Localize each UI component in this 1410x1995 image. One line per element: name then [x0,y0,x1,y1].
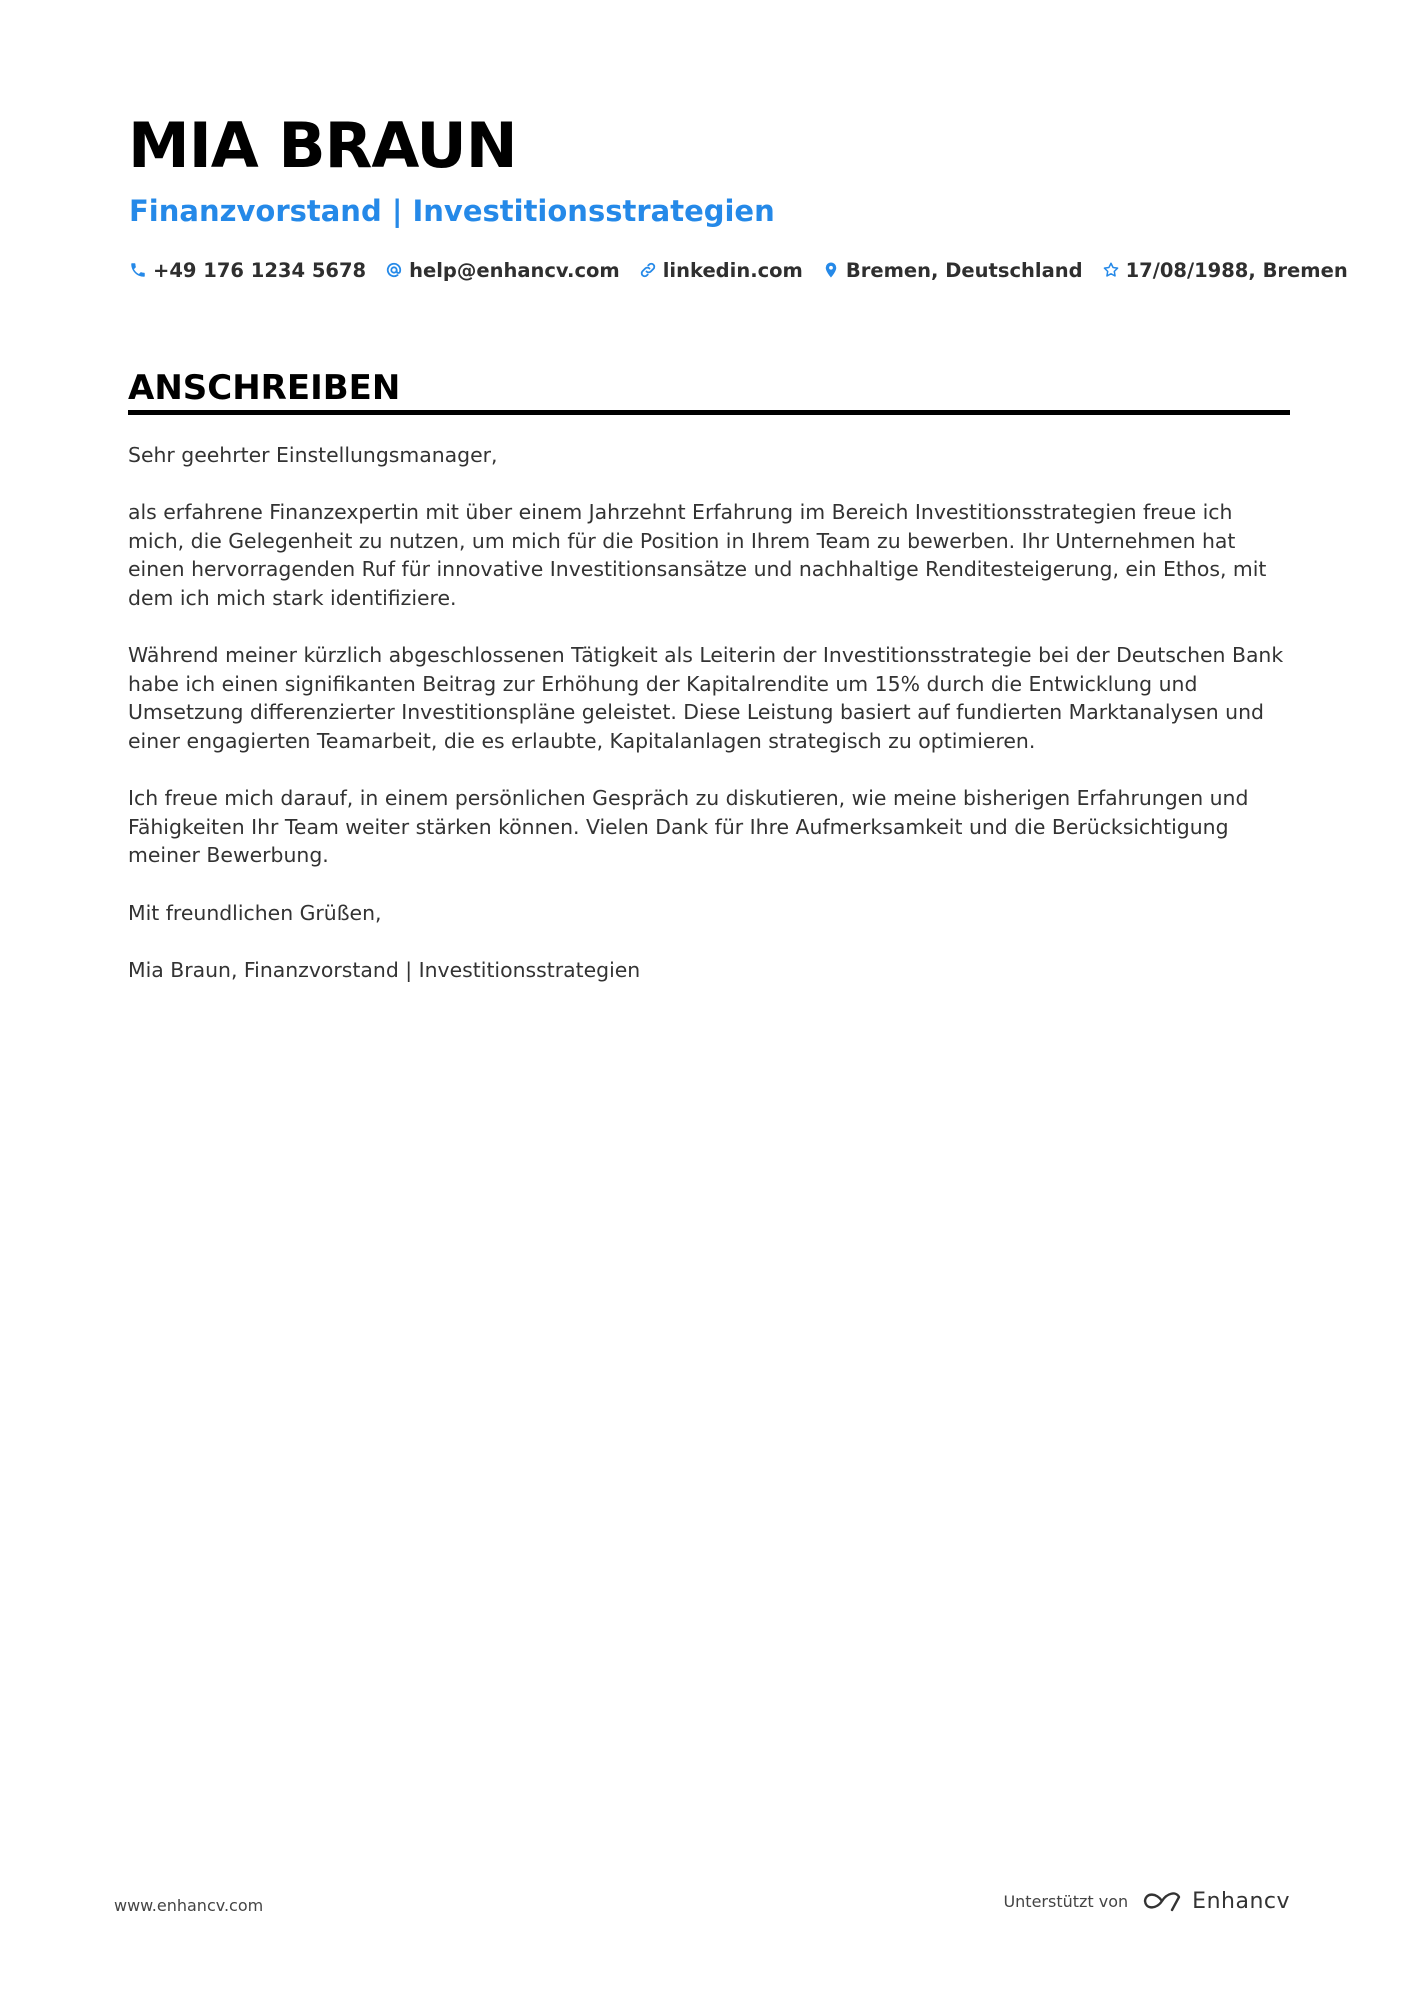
phone-icon [129,261,147,279]
link-icon [639,261,657,279]
letter-paragraph: Während meiner kürzlich abgeschlossenen Tätigkeit als Leiterin der Investitionsstrategie bei der Deutschen Bank habe ich einen signifikanten Beitrag zur Erhöhung der Kapitalrendite um 15% durch die Entwicklung und Umsetzung differenzierter Investitionspläne geleistet. Diese Leistung basiert auf fundierten Marktanalysen und einer engagierten Teamarbeit, die es erlaubte, Kapitalanlagen strategisch zu optimieren. [128,643,1284,753]
section-title: ANSCHREIBEN [128,368,401,408]
contact-email [385,259,620,282]
footer-website[interactable]: www.enhancv.com [114,1896,264,1915]
location-pin-icon [822,261,840,279]
letter-body [128,441,1293,1013]
contact-bar [129,255,1367,285]
letter-salutation: Sehr geehrter Einstellungsmanager, [128,443,498,467]
letter-signature: Mia Braun, Finanzvorstand | Investitionsstrategien [128,957,641,982]
enhancv-logo-icon [1140,1888,1184,1914]
section-divider [128,410,1290,415]
letter-closing: Mit freundlichen Grüßen, [128,900,382,925]
birth-date-text: 17/08/1988, Bremen [1125,258,1348,282]
location-text: Bremen, Deutschland [845,258,1083,282]
footer-branding [1003,1888,1290,1914]
phone-number[interactable]: +49 176 1234 5678 [153,258,367,282]
letter-paragraph: Ich freue mich darauf, in einem persönlichen Gespräch zu diskutieren, wie meine bisherigen Erfahrungen und Fähigkeiten Ihr Team weiter stärken können. Vielen Dank für Ihre Aufmerksamkeit und die Berücksichtigung meiner Bewerbung. [128,786,1249,868]
contact-linkedin [639,259,803,282]
at-icon [385,261,403,279]
linkedin-link[interactable]: linkedin.com [662,258,803,282]
brand-wordmark[interactable]: Enhancv [1192,1888,1290,1914]
contact-phone [129,259,366,282]
contact-birth [1102,259,1348,282]
powered-by-label: Unterstützt von [1003,1891,1129,1911]
contact-location [822,259,1083,282]
letter-paragraph: als erfahrene Finanzexpertin mit über einem Jahrzehnt Erfahrung im Bereich Investitionsstrategien freue ich mich, die Gelegenheit zu nutzen, um mich für die Position in Ihrem Team zu bewerben. Ihr Unternehmen hat einen hervorragenden Ruf für innovative Investitionsansätze und nachhaltige Renditesteigerung, ein Ethos, mit dem ich mich stark identifiziere. [128,500,1267,610]
email-address[interactable]: help@enhancv.com [409,258,620,282]
candidate-title: Finanzvorstand | Investitionsstrategien [129,194,775,228]
star-icon [1102,261,1120,279]
candidate-name: MIA BRAUN [128,109,517,182]
